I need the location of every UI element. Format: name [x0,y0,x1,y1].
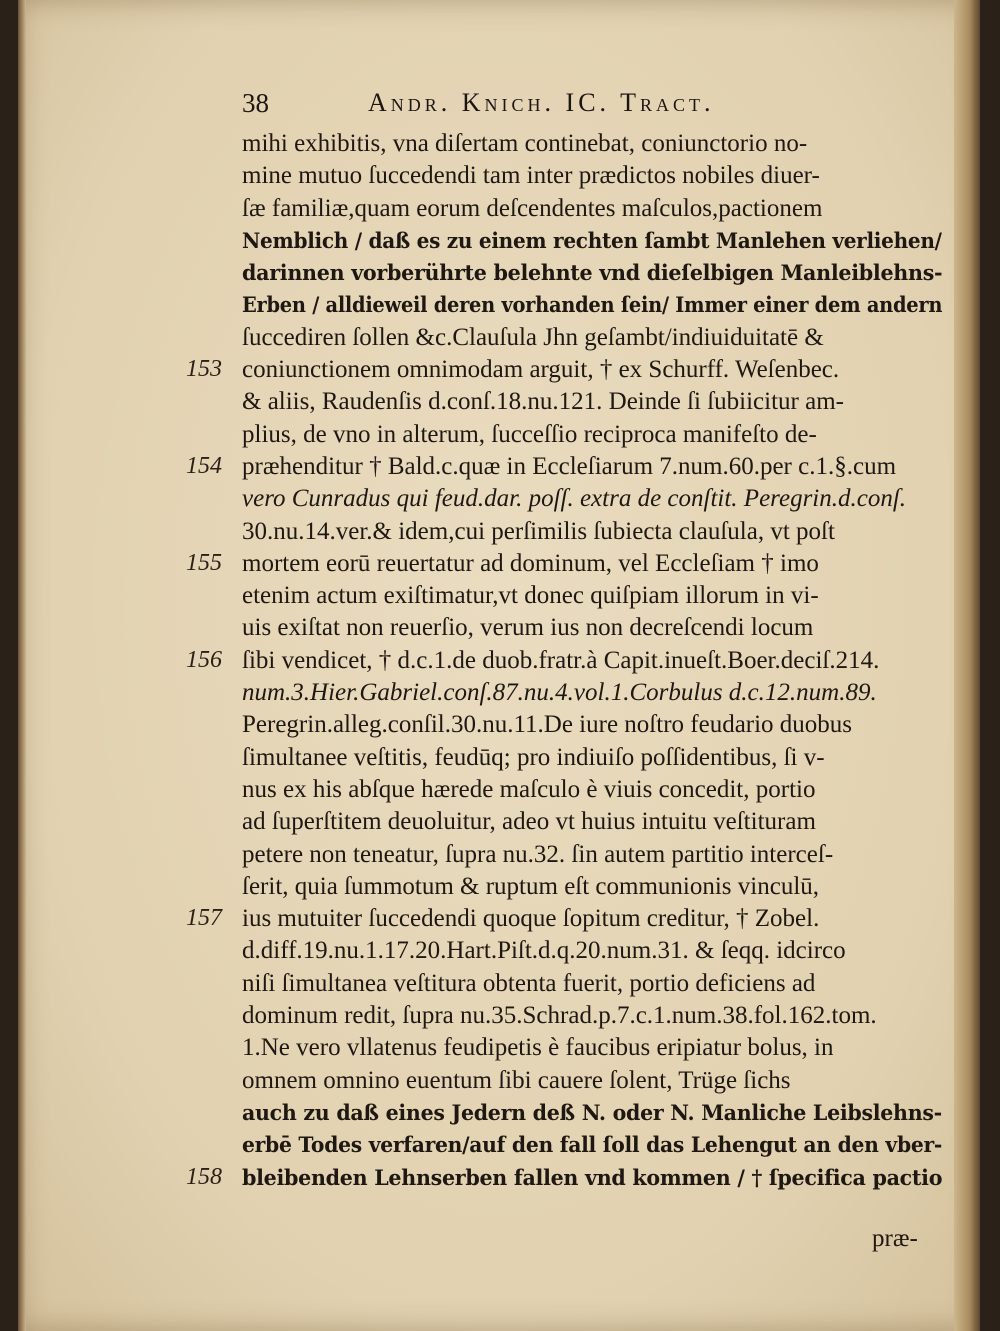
text-line: & aliis, Raudenſis d.conſ.18.nu.121. Deinde ſi ſubiicitur am- [242,388,844,416]
page-header [242,88,842,122]
text-line: etenim actum exiſtimatur,vt donec quiſpiam illorum in vi- [242,582,819,610]
text-line: ſimultanee veſtitis, feudūq; pro indiuiſo poſſidentibus, ſi v- [242,743,825,771]
text-line: d.diff.19.nu.1.17.20.Hart.Piſt.d.q.20.num.31. & ſeqq. idcirco [242,937,846,965]
text-line: plius, de vno in alterum, ſucceſſio reciproca manifeſto de- [242,420,817,448]
text-line: Peregrin.alleg.conſil.30.nu.11.De iure noſtro feudario duobus [242,711,853,739]
text-line: petere non teneatur, ſupra nu.32. ſin autem partitio interceſ- [242,840,834,868]
catchword: præ- [872,1225,918,1252]
text-line: dominum redit, ſupra nu.35.Schrad.p.7.c.1.num.38.fol.162.tom. [242,1002,877,1030]
text-line: mortem eorū reuertatur ad dominum, vel Eccleſiam † imo [242,549,819,577]
text-line: 30.nu.14.ver.& idem,cui perſimilis ſubiecta clauſula, vt poſt [242,517,835,545]
text-line: ad ſuperſtitem deuoluitur, adeo vt huius intuitu veſtituram [242,808,816,836]
text-line: nus ex his abſque hærede maſculo è viuis concedit, portio [242,775,816,803]
page-gutter [18,0,26,1331]
marginal-number: 158 [186,1163,222,1190]
text-line: auch zu daß eines Jedern deß N. oder N. Manliche Leibslehns- [242,1099,942,1125]
text-line: darinnen vorberührte belehnte vnd dieſelbigen Manleiblehns- [242,260,943,286]
body-text [242,128,942,1194]
text-line: ſibi vendicet, † d.c.1.de duob.fratr.à Capit.inueſt.Boer.deciſ.214. [242,646,880,674]
text-line: 1.Ne vero vllatenus feudipetis è faucibus eripiatur bolus, in [242,1034,834,1062]
text-line: Erben / alldieweil deren vorhanden ſein/ Immer einer dem andern [242,292,943,318]
text-line: niſi ſimultanea veſtitura obtenta fuerit, portio deficiens ad [242,969,816,997]
text-line: uis exiſtat non reuerſio, verum ius non decreſcendi locum [242,614,814,642]
text-line: præhenditur † Bald.c.quæ in Eccleſiarum 7.num.60.per c.1.§.cum [242,452,897,480]
text-line: Nemblich / daß es zu einem rechten ſambt Manlehen verliehen/ [242,227,942,253]
text-line: ſuccediren ſollen &c.Clauſula Jhn geſambt/indiuiduitatē & [242,323,824,351]
text-line: coniunctionem omnimodam arguit, † ex Schurff. Weſenbec. [242,356,840,384]
text-line: num.3.Hier.Gabriel.conſ.87.nu.4.vol.1.Corbulus d.c.12.num.89. [242,679,877,707]
marginal-number: 157 [186,905,222,932]
text-line: erbē Todes verfaren/auf den fall ſoll das Lehengut an den vber- [242,1132,943,1158]
page-fore-edge [954,0,980,1331]
text-line: ius mutuiter ſuccedendi quoque ſopitum creditur, † Zobel. [242,905,820,933]
text-line: bleibenden Lehnserben fallen vnd kommen / † ſpecifica pactio [242,1164,943,1190]
page-number: 38 [242,88,269,118]
text-line: vero Cunradus qui feud.dar. poſſ. extra de conſtit. Peregrin.d.conſ. [242,485,907,513]
running-title: Andr. Knich. IC. Tract. [368,88,715,117]
text-line: mihi exhibitis, vna diſertam continebat, coniunctorio no- [242,130,808,157]
marginal-number: 156 [186,646,222,673]
marginal-number: 153 [186,356,222,383]
text-line: ſerit, quia ſummotum & ruptum eſt communionis vinculū, [242,872,820,900]
text-line: omnem omnino euentum ſibi cauere ſolent, Trüge ſichs [242,1066,791,1094]
marginal-number: 154 [186,453,222,479]
marginal-number: 155 [186,549,222,576]
text-line: ſæ familiæ,quam eorum deſcendentes maſculos,pactionem [242,194,823,222]
text-line: mine mutuo ſuccedendi tam inter prædictos nobiles diuer- [242,162,820,190]
